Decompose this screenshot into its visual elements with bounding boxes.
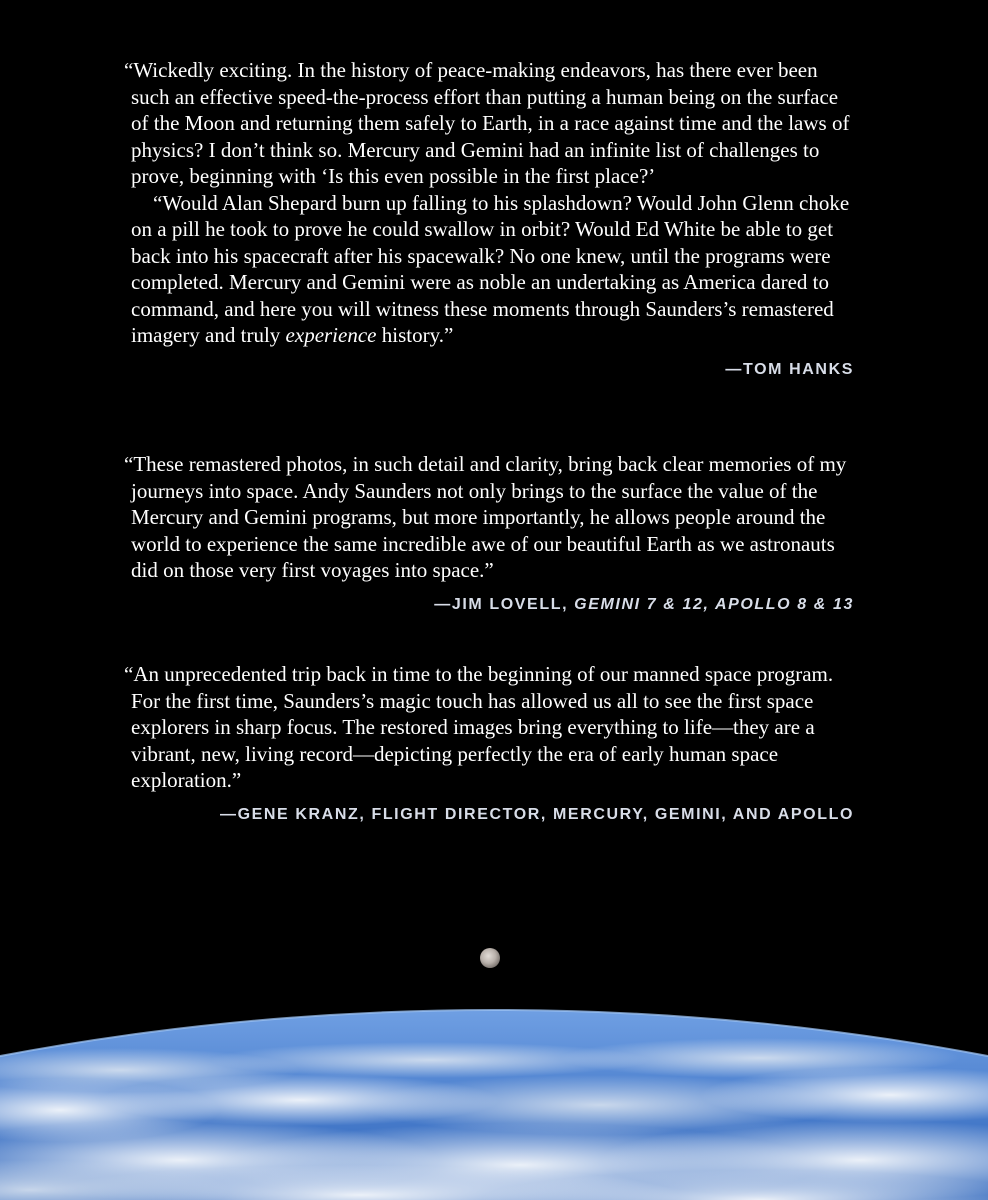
quote-gene-kranz [124,661,854,828]
quote-attribution [124,592,854,619]
attribution-name: —JIM LOVELL, [434,595,575,613]
quote-attribution: —GENE KRANZ, FLIGHT DIRECTOR, MERCURY, GEMINI, AND APOLLO [219,805,854,823]
quote-tom-hanks [124,57,854,383]
quote-text: “Would Alan Shepard burn up falling to his splashdown? Would John Glenn choke on a pill he took to prove he could swallow in orbit? Would Ed White be able to get back into his spacecraft after his spacewalk? No one knew, until the programs were completed. Mercury and Gemini were as noble an undertaking as America dared to command, and here you will witness these moments through Saunders’s remastered imagery and truly [131,190,850,347]
quote-paragraph [124,190,854,349]
quote-paragraph: “An unprecedented trip back in time to the beginning of our manned space program. For the first time, Saunders’s magic touch has allowed us all to see the first space explorers in sharp focus. The restored images bring everything to life—they are a vibrant, new, living record—depicting perfectly the era of early human space exploration.” [124,662,834,792]
moon [480,948,500,968]
quote-jim-lovell [124,451,854,618]
quote-paragraph: “These remastered photos, in such detail and clarity, bring back clear memories of my journeys into space. Andy Saunders not only brings to the surface the value of the Mercury and Gemini programs, but more importantly, he allows people around the world to experience the same incredible awe of our beautiful Earth as we astronauts did on those very first voyages into space.” [124,452,847,582]
attribution-missions: GEMINI 7 & 12, APOLLO 8 & 13 [574,595,854,613]
quote-text: history.” [376,323,454,347]
quote-attribution: —TOM HANKS [725,360,854,378]
quote-paragraph: “Wickedly exciting. In the history of peace-making endeavors, has there ever been such an effective speed-the-process effort than putting a human being on the surface of the Moon and returning them safely to Earth, in a race against time and the laws of physics? I don’t think so. Mercury and Gemini had an infinite list of challenges to prove, beginning with ‘Is this even possible in the first place?’ [124,58,850,188]
quote-emphasis: experience [285,323,377,347]
